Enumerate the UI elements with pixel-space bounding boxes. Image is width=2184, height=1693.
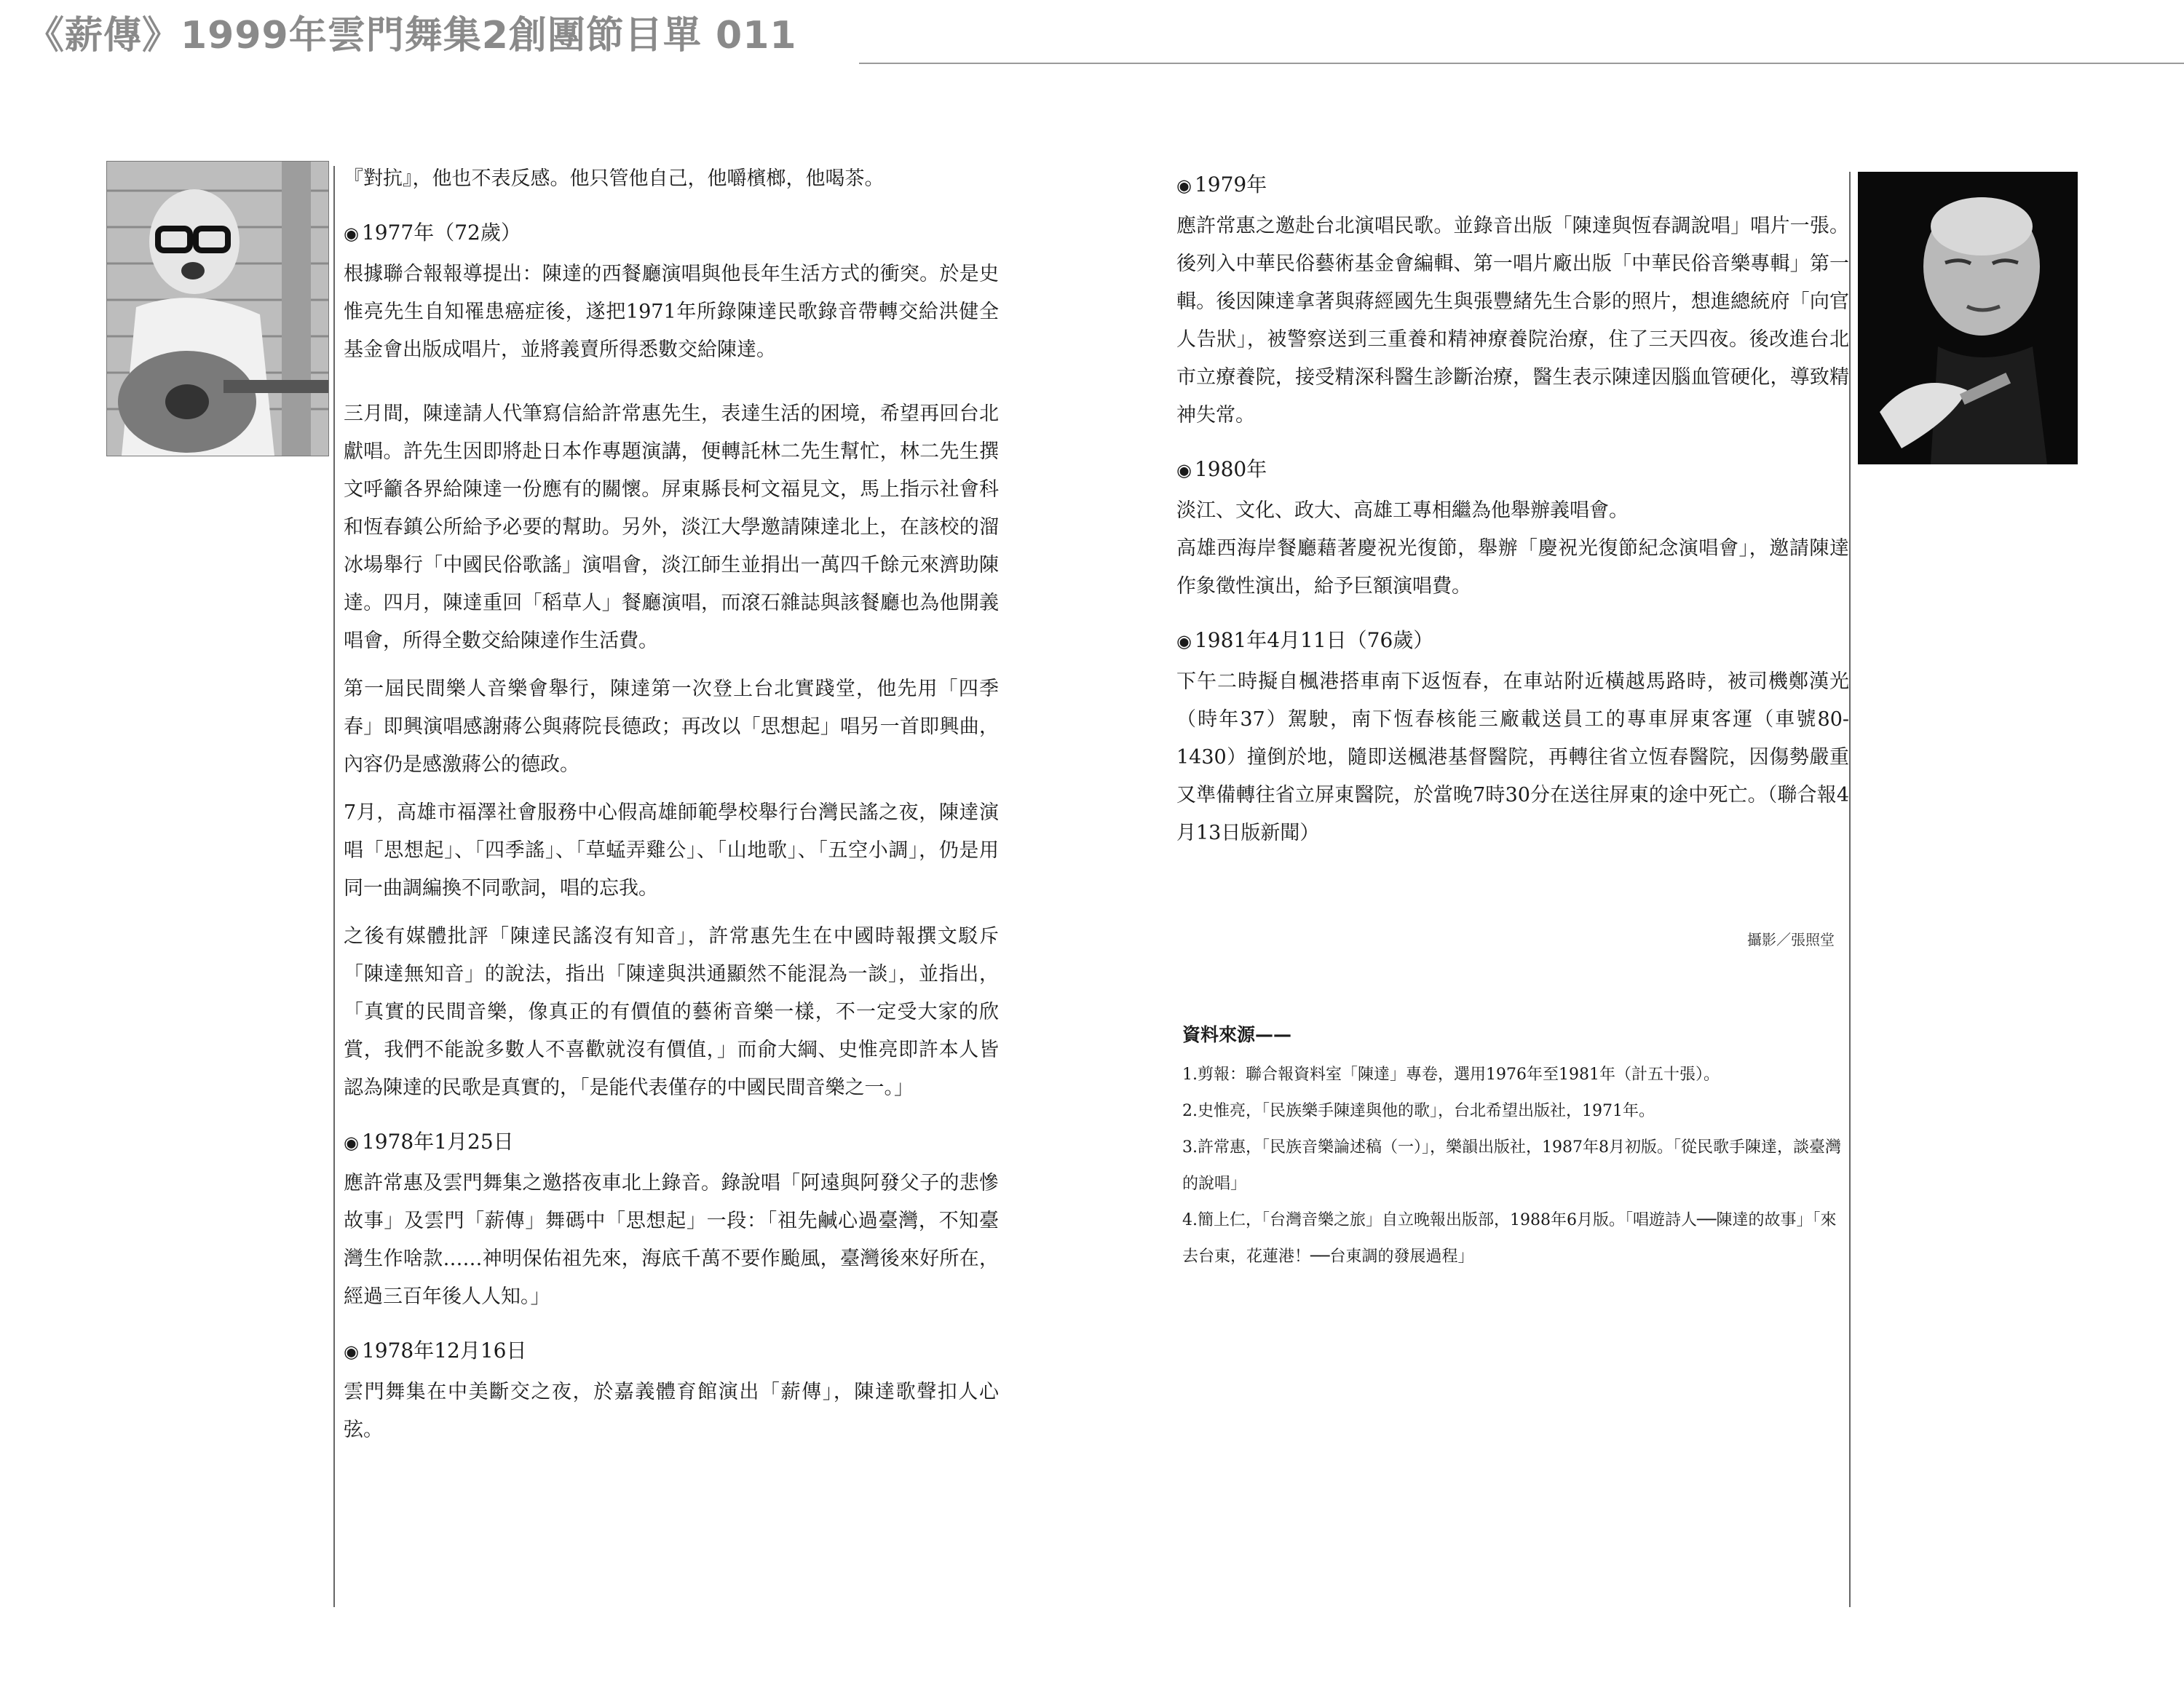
year-heading-1981: ◉ 1981年4月11日（76歲） bbox=[1176, 628, 1434, 652]
paragraph-1980-b: 高雄西海岸餐廳藉著慶祝光復節，舉辦「慶祝光復節紀念演唱會」，邀請陳達作象徵性演出，給予巨額演唱費。 bbox=[1176, 537, 1849, 598]
source-item-3: 3.許常惠，「民族音樂論述稿（一）」，樂韻出版社，1987年8月初版。「從民歌手陳達，談臺灣的說唱」 bbox=[1182, 1138, 1841, 1193]
paragraph-1978-dec: 雲門舞集在中美斷交之夜，於嘉義體育館演出「薪傳」，陳達歌聲扣人心弦。 bbox=[344, 1381, 999, 1441]
paragraph-1977-d: 7月，高雄市福澤社會服務中心假高雄師範學校舉行台灣民謠之夜，陳達演唱「思想起」、「四季謠」、「草蜢弄雞公」、「山地歌」、「五空小調」，仍是用同一曲調編換不同歌詞，唱的忘我。 bbox=[344, 801, 999, 900]
paragraph-1981: 下午二時擬自楓港搭車南下返恆春，在車站附近橫越馬路時，被司機鄭漢光（時年37）駕駛，南下恆春核能三廠載送員工的專車屏東客運（車號80-1430）撞倒於地，隨即送楓港基督醫院，再轉往省立恆春醫院，因傷勢嚴重又準備轉往省立屏東醫院，於當晚7時30分在送往屏東的途中死亡。（聯合報4月13日版新聞） bbox=[1176, 670, 1849, 844]
sources-section bbox=[1182, 1020, 1852, 1275]
left-column-rule bbox=[333, 166, 335, 1607]
paragraph-1977-b: 三月間，陳達請人代筆寫信給許常惠先生，表達生活的困境，希望再回台北獻唱。許先生因即將赴日本作專題演講，便轉託林二先生幫忙，林二先生撰文呼籲各界給陳達一份應有的關懷。屏東縣長柯文福見文，馬上指示社會科和恆春鎮公所給予必要的幫助。另外，淡江大學邀請陳達北上，在該校的溜冰場舉行「中國民俗歌謠」演唱會，淡江師生並捐出一萬四千餘元來濟助陳達。四月，陳達重回「稻草人」餐廳演唱，而滾石雜誌與該餐廳也為他開義唱會，所得全數交給陳達作生活費。 bbox=[344, 403, 999, 652]
paragraph-1978-jan: 應許常惠及雲門舞集之邀搭夜車北上錄音。錄說唱「阿遠與阿發父子的悲慘故事」及雲門「薪傳」舞碼中「思想起」一段：「祖先鹹心過臺灣，不知臺灣生作啥款……神明保佑祖先來，海底千萬不要作颱風，臺灣後來好所在，經過三百年後人人知。」 bbox=[344, 1172, 999, 1308]
sources-title: 資料來源—— bbox=[1182, 1024, 1292, 1045]
year-heading-1978-dec: ◉ 1978年12月16日 bbox=[344, 1339, 527, 1363]
year-heading-1978-jan: ◉ 1978年1月25日 bbox=[344, 1130, 514, 1154]
bullet-icon: ◉ bbox=[344, 1341, 359, 1362]
bullet-icon: ◉ bbox=[344, 223, 359, 244]
source-item-1: 1.剪報：聯合報資料室「陳達」專卷，選用1976年至1981年（計五十張）。 bbox=[1182, 1066, 1720, 1084]
guitar-player-photo bbox=[106, 161, 329, 456]
old-man-portrait-photo bbox=[1858, 172, 2078, 464]
paragraph-1979: 應許常惠之邀赴台北演唱民歌。並錄音出版「陳達與恆春調說唱」唱片一張。後列入中華民俗藝術基金會編輯、第一唱片廠出版「中華民俗音樂專輯」第一輯。後因陳達拿著與蔣經國先生與張豐緒先生合影的照片，想進總統府「向官人告狀」，被警察送到三重養和精神療養院治療，住了三天四夜。後改進台北市立療養院，接受精深科醫生診斷治療，醫生表示陳達因腦血管硬化，導致精神失常。 bbox=[1176, 215, 1849, 427]
right-text-column bbox=[1176, 166, 1849, 852]
page-header-title: 《薪傳》1999年雲門舞集2創團節目單 011 bbox=[26, 14, 797, 58]
paragraph-1980-a: 淡江、文化、政大、高雄工專相繼為他舉辦義唱會。 bbox=[1176, 499, 1629, 522]
year-heading-1980: ◉ 1980年 bbox=[1176, 457, 1267, 481]
left-text-column bbox=[344, 160, 999, 1449]
year-heading-1977: ◉ 1977年（72歲） bbox=[344, 221, 521, 245]
bullet-icon: ◉ bbox=[1176, 460, 1192, 480]
bullet-icon: ◉ bbox=[1176, 631, 1192, 651]
header-divider bbox=[859, 63, 2184, 64]
bullet-icon: ◉ bbox=[344, 1133, 359, 1153]
photo-credit: 攝影／張照堂 bbox=[1747, 931, 1835, 948]
paragraph-1977-c: 第一屆民間樂人音樂會舉行，陳達第一次登上台北實踐堂，他先用「四季春」即興演唱感謝蔣公與蔣院長德政；再改以「思想起」唱另一首即興曲，內容仍是感激蔣公的德政。 bbox=[344, 678, 999, 776]
source-item-4: 4.簡上仁，「台灣音樂之旅」自立晚報出版部，1988年6月版。「唱遊詩人──陳達的故事」「來去台東，花蓮港！──台東調的發展過程」 bbox=[1182, 1211, 1837, 1266]
paragraph-1977-e: 之後有媒體批評「陳達民謠沒有知音」，許常惠先生在中國時報撰文駁斥「陳達無知音」的說法，指出「陳達與洪通顯然不能混為一談」，並指出，「真實的民間音樂，像真正的有價值的藝術音樂一樣，不一定受大家的欣賞，我們不能說多數人不喜歡就沒有價值，」而俞大綱、史惟亮即許本人皆認為陳達的民歌是真實的，「是能代表僅存的中國民間音樂之一。」 bbox=[344, 925, 999, 1099]
source-item-2: 2.史惟亮，「民族樂手陳達與他的歌」，台北希望出版社，1971年。 bbox=[1182, 1102, 1655, 1120]
paragraph-1977-a: 根據聯合報報導提出：陳達的西餐廳演唱與他長年生活方式的衝突。於是史惟亮先生自知罹患癌症後，遂把1971年所錄陳達民歌錄音帶轉交給洪健全基金會出版成唱片，並將義賣所得悉數交給陳達。 bbox=[344, 263, 999, 361]
bullet-icon: ◉ bbox=[1176, 175, 1192, 196]
left-intro-text: 『對抗』，他也不表反感。他只管他自己，他嚼檳榔，他喝茶。 bbox=[344, 167, 885, 190]
right-column-rule bbox=[1849, 172, 1851, 1607]
year-heading-1979: ◉ 1979年 bbox=[1176, 173, 1267, 197]
